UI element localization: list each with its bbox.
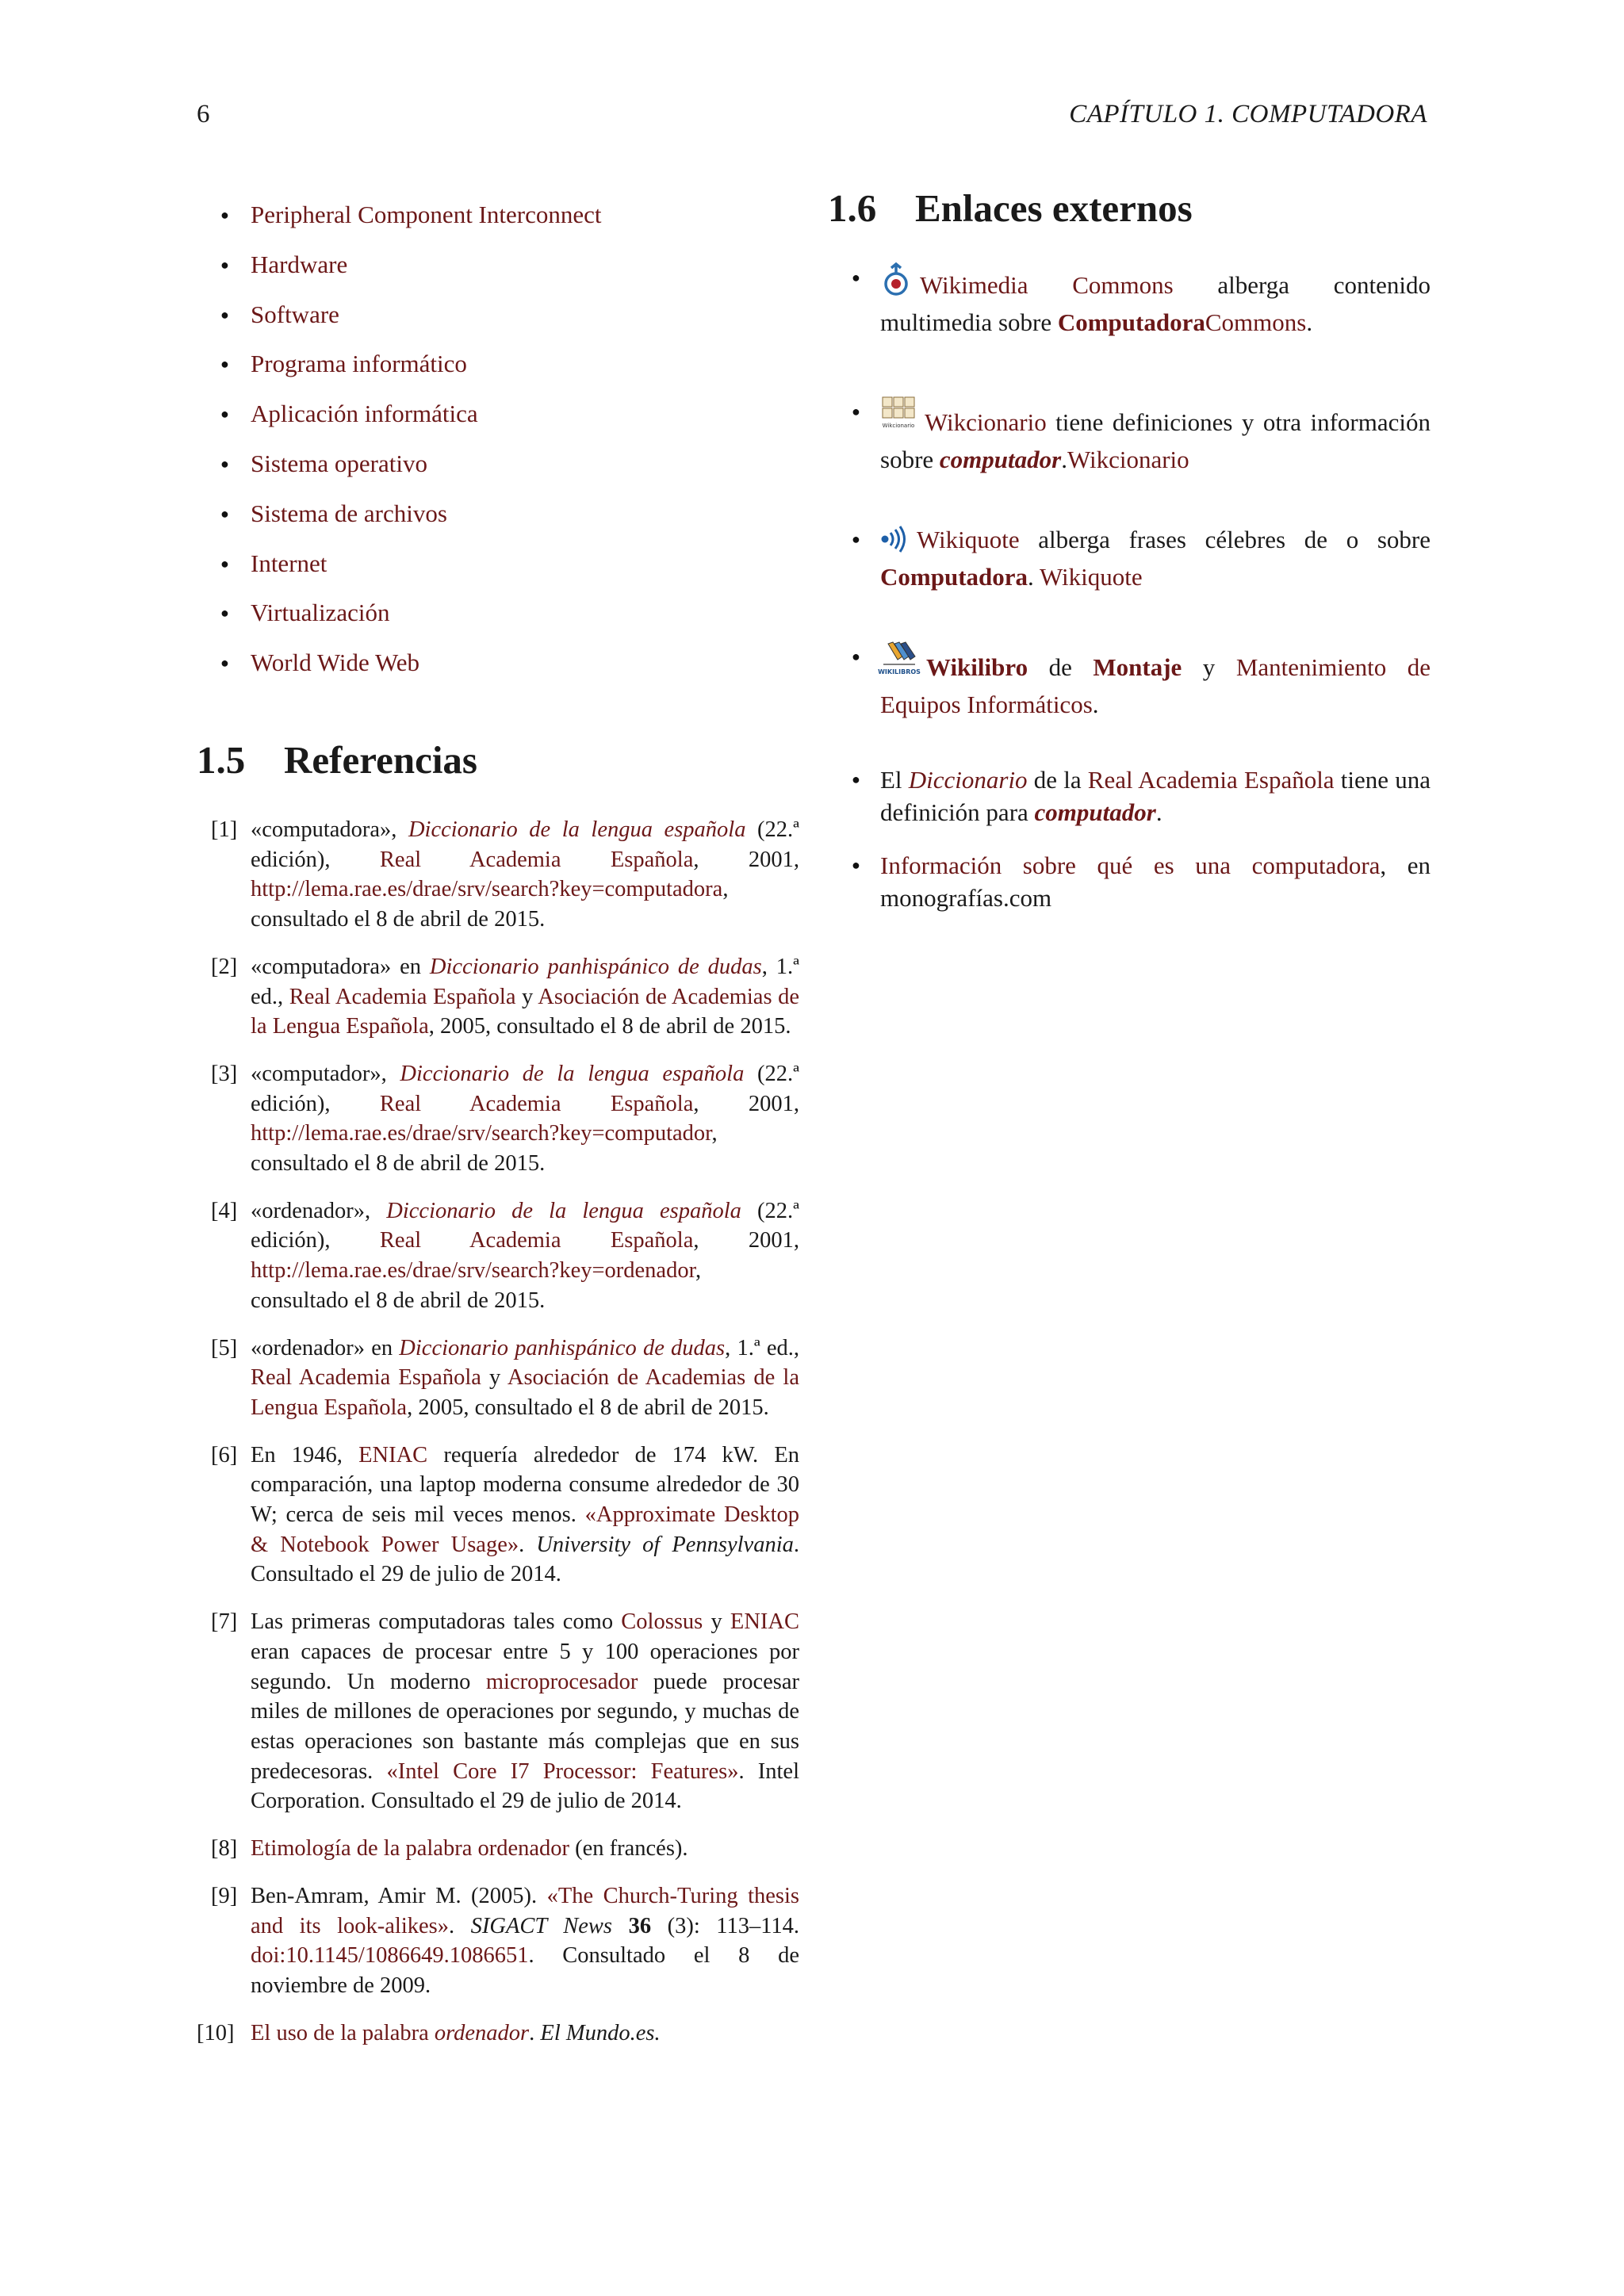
section-number: 1.6 — [828, 186, 877, 230]
list-item — [828, 396, 1431, 476]
reference-item — [197, 1607, 799, 1816]
external-link[interactable]: Wikilibro — [926, 653, 1028, 681]
ref-link[interactable]: Real Academia Española — [379, 1228, 694, 1253]
reference-number: [6] — [211, 1442, 238, 1468]
reference-item — [197, 1059, 799, 1179]
see-also-link[interactable]: Hardware — [251, 250, 348, 278]
wikimedia-commons-icon — [880, 262, 912, 306]
see-also-link[interactable]: Aplicación informática — [251, 400, 478, 428]
external-link[interactable]: Montaje — [1093, 653, 1182, 681]
external-link[interactable]: computador — [1034, 798, 1156, 826]
see-also-link[interactable]: Internet — [251, 549, 327, 577]
see-also-list — [197, 195, 601, 693]
ref-text: «computadora», — [251, 817, 408, 842]
page-number: 6 — [197, 100, 210, 128]
ref-text: Ben-Amram, Amir M. (2005). — [251, 1883, 547, 1908]
ext-text: de — [1028, 653, 1094, 681]
ref-text: y — [515, 984, 538, 1009]
ext-text: tiene una definición para — [880, 766, 1431, 826]
ref-publisher: University of Pennsylvania — [536, 1532, 794, 1557]
ref-text: (22.ª edición), — [251, 1198, 800, 1253]
list-item[interactable] — [197, 394, 601, 444]
list-item[interactable] — [197, 195, 601, 245]
external-link[interactable]: Wikiquote — [1039, 563, 1143, 591]
ref-link[interactable]: Real Academia Española — [379, 1091, 694, 1116]
see-also-link[interactable]: Peripheral Component Interconnect — [251, 201, 602, 228]
ref-text: , 2001, — [693, 1228, 799, 1253]
list-item[interactable] — [197, 593, 601, 643]
ext-text: de la — [1027, 766, 1088, 794]
ref-url-link[interactable]: http://lema.rae.es/drae/srv/search?key=computador — [251, 1121, 712, 1146]
reference-number: [5] — [211, 1335, 238, 1360]
ref-text: , 1.ª ed., — [251, 954, 799, 1009]
reference-number: [2] — [211, 954, 238, 979]
ext-text: alberga contenido multimedia sobre — [880, 271, 1431, 336]
ref-text: «ordenador» en — [251, 1335, 400, 1360]
ref-text: , 2005, consultado el 8 de abril de 2015. — [407, 1395, 769, 1420]
reference-item — [197, 1834, 799, 1864]
ref-text: . Consultado el 29 de julio de 2014. — [251, 1532, 799, 1587]
section-title: Enlaces externos — [915, 186, 1193, 230]
ref-link[interactable]: Real Academia Española — [289, 984, 516, 1009]
see-also-link[interactable]: World Wide Web — [251, 649, 420, 677]
external-link[interactable]: Información sobre qué es una computadora — [880, 851, 1381, 879]
list-item — [828, 763, 1431, 828]
ref-text: . — [519, 1532, 537, 1557]
ref-link[interactable]: microprocesador — [485, 1669, 638, 1694]
ref-publisher: El Mundo.es. — [540, 2020, 661, 2045]
ref-text: «ordenador», — [251, 1198, 387, 1223]
list-item — [828, 849, 1431, 914]
ref-text: (22.ª edición), — [251, 1061, 799, 1116]
see-also-link[interactable]: Programa informático — [251, 350, 467, 378]
section-heading-external-links — [828, 186, 1193, 231]
ref-text: . — [449, 1913, 471, 1938]
see-also-link[interactable]: Software — [251, 300, 339, 328]
list-item[interactable] — [197, 344, 601, 394]
external-link[interactable]: Wikcionario — [1067, 446, 1189, 473]
external-link[interactable]: Computadora — [880, 563, 1028, 591]
reference-item — [197, 1881, 799, 2001]
ext-text: . — [1028, 563, 1040, 591]
ref-link[interactable]: Diccionario panhispánico de dudas — [429, 954, 762, 979]
ref-text: (en francés). — [569, 1836, 688, 1862]
ref-link[interactable]: El uso de la palabra — [251, 2020, 435, 2045]
list-item — [828, 262, 1431, 339]
reference-number: [10] — [197, 2020, 235, 2045]
ref-text: Las primeras computadoras tales como — [251, 1609, 622, 1635]
ref-link[interactable]: Real Academia Española — [251, 1365, 481, 1391]
reference-item — [197, 1441, 799, 1590]
wikibooks-icon — [878, 641, 921, 688]
external-link[interactable]: Computadora — [1057, 308, 1205, 336]
ref-text: . Consultado el 8 de noviembre de 2009. — [251, 1943, 799, 1998]
ref-text: (22.ª edición), — [251, 817, 800, 872]
ref-text: , consultado el 8 de abril de 2015. — [251, 877, 729, 932]
section-heading-references — [197, 737, 477, 783]
ref-volume: 36 — [628, 1913, 652, 1938]
ext-text: , en monografías.com — [880, 851, 1431, 912]
reference-item — [197, 1196, 799, 1316]
section-title: Referencias — [284, 738, 477, 782]
reference-number: [1] — [211, 817, 238, 842]
ref-text: y — [703, 1609, 730, 1635]
ref-link[interactable]: Asociación de Academias de la Lengua Española — [251, 1365, 799, 1420]
ref-text: «computador», — [251, 1061, 400, 1086]
external-link[interactable]: Mantenimiento de Equipos Informáticos — [880, 653, 1431, 718]
running-header: CAPÍTULO 1. COMPUTADORA — [1069, 100, 1427, 128]
see-also-link[interactable]: Sistema operativo — [251, 449, 427, 477]
ref-link[interactable]: ordenador — [434, 2020, 530, 2045]
list-item[interactable] — [197, 494, 601, 544]
svg-text:Wikcionario: ● Wikcionario — [882, 423, 915, 429]
ref-link[interactable]: Etimología de la palabra ordenador — [251, 1836, 570, 1862]
ref-text: . Intel Corporation. Consultado el 29 de julio de 2014. — [251, 1758, 800, 1814]
list-item[interactable] — [197, 295, 601, 345]
list-item[interactable] — [197, 643, 601, 693]
svg-text:WIKILIBROS: ● WIKILIBROS — [878, 668, 921, 675]
ref-text: , 2005, consultado el 8 de abril de 2015. — [428, 1014, 791, 1039]
reference-number: [4] — [211, 1198, 238, 1223]
ext-text: tiene definiciones y otra información sobre — [880, 408, 1431, 473]
ref-journal: SIGACT News — [470, 1913, 613, 1938]
ref-link[interactable]: «Approximate Desktop & Notebook Power Usage» — [251, 1502, 799, 1557]
ref-link[interactable]: ENIAC — [730, 1609, 799, 1635]
reference-number: [8] — [211, 1836, 238, 1862]
ext-text: y — [1182, 653, 1236, 681]
ref-link[interactable]: «The Church-Turing thesis and its look-alikes» — [251, 1883, 799, 1938]
list-item — [828, 523, 1431, 593]
ref-link[interactable]: «Intel Core I7 Processor: Features» — [386, 1758, 739, 1784]
ref-text: En 1946, — [251, 1442, 359, 1468]
ref-link[interactable]: Diccionario de la lengua española — [386, 1198, 741, 1223]
ext-text: . — [1092, 691, 1099, 718]
ext-text: El — [880, 766, 909, 794]
external-links-list — [828, 262, 1431, 914]
ref-text: y — [481, 1365, 508, 1391]
external-link[interactable]: Diccionario — [908, 766, 1028, 794]
ref-text: eran capaces de procesar entre 5 y 100 operaciones por segundo. Un moderno — [251, 1639, 799, 1694]
external-link[interactable]: Commons — [1205, 308, 1307, 336]
ref-doi-link[interactable]: doi:10.1145/1086649.1086651 — [251, 1943, 529, 1969]
see-also-link[interactable]: Virtualización — [251, 599, 390, 627]
list-item[interactable] — [197, 444, 601, 494]
see-also-link[interactable]: Sistema de archivos — [251, 499, 447, 527]
ref-text: puede procesar miles de millones de operaciones por segundo, y muchas de estas operaciones son bastante más complejas que en sus predecesoras. — [251, 1669, 799, 1784]
ref-link[interactable]: Real Academia Española — [379, 847, 694, 872]
external-link[interactable]: computador — [939, 446, 1062, 473]
ref-url-link[interactable]: http://lema.rae.es/drae/srv/search?key=computadora — [251, 877, 723, 902]
ref-url-link[interactable]: http://lema.rae.es/drae/srv/search?key=ordenador — [251, 1258, 695, 1284]
wikiquote-icon — [880, 526, 909, 561]
ref-text: , 2001, — [693, 847, 799, 872]
external-link[interactable]: Real Academia Española — [1087, 766, 1335, 794]
ref-text: requería alrededor de 174 kW. En comparación, una laptop moderna consume alrededor de 30 W; cerca de seis mil veces menos. — [251, 1442, 799, 1528]
ref-text — [612, 1914, 629, 1938]
reference-number: [9] — [211, 1883, 238, 1908]
ref-text: , consultado el 8 de abril de 2015. — [251, 1258, 702, 1313]
reference-item — [197, 815, 799, 935]
section-number: 1.5 — [197, 738, 246, 782]
reference-item — [197, 2019, 799, 2049]
ext-text: alberga frases célebres de o sobre — [1019, 526, 1431, 553]
references-list — [197, 815, 799, 2065]
ref-link[interactable]: Diccionario de la lengua española — [400, 1061, 745, 1086]
list-item — [828, 641, 1431, 721]
wiktionary-icon — [880, 396, 917, 443]
reference-number: [3] — [211, 1061, 238, 1086]
ref-text: . — [529, 2020, 541, 2045]
ref-link[interactable]: Colossus — [621, 1609, 703, 1635]
ref-link[interactable]: Asociación de Academias de la Lengua Española — [251, 984, 799, 1039]
ref-text: (3): 113–114. — [651, 1913, 800, 1938]
external-link[interactable]: Wikimedia Commons — [920, 271, 1174, 299]
reference-item — [197, 1334, 799, 1423]
ref-text: «computadora» en — [251, 954, 430, 979]
external-link[interactable]: Wikiquote — [917, 526, 1020, 553]
ref-text: , consultado el 8 de abril de 2015. — [251, 1121, 718, 1177]
external-link[interactable]: Wikcionario — [925, 408, 1047, 436]
reference-item — [197, 952, 799, 1042]
ref-link[interactable]: ENIAC — [358, 1442, 428, 1468]
ref-link[interactable]: Diccionario de la lengua española — [408, 817, 746, 842]
ref-link[interactable]: Diccionario panhispánico de dudas — [399, 1335, 726, 1360]
ext-text: . — [1061, 446, 1067, 473]
ext-text: . — [1155, 798, 1162, 826]
list-item[interactable] — [197, 544, 601, 594]
ref-text: , 2001, — [693, 1091, 799, 1116]
ext-text: . — [1306, 308, 1313, 336]
ref-text: , 1.ª ed., — [725, 1335, 800, 1360]
list-item[interactable] — [197, 245, 601, 295]
reference-number: [7] — [211, 1609, 238, 1635]
